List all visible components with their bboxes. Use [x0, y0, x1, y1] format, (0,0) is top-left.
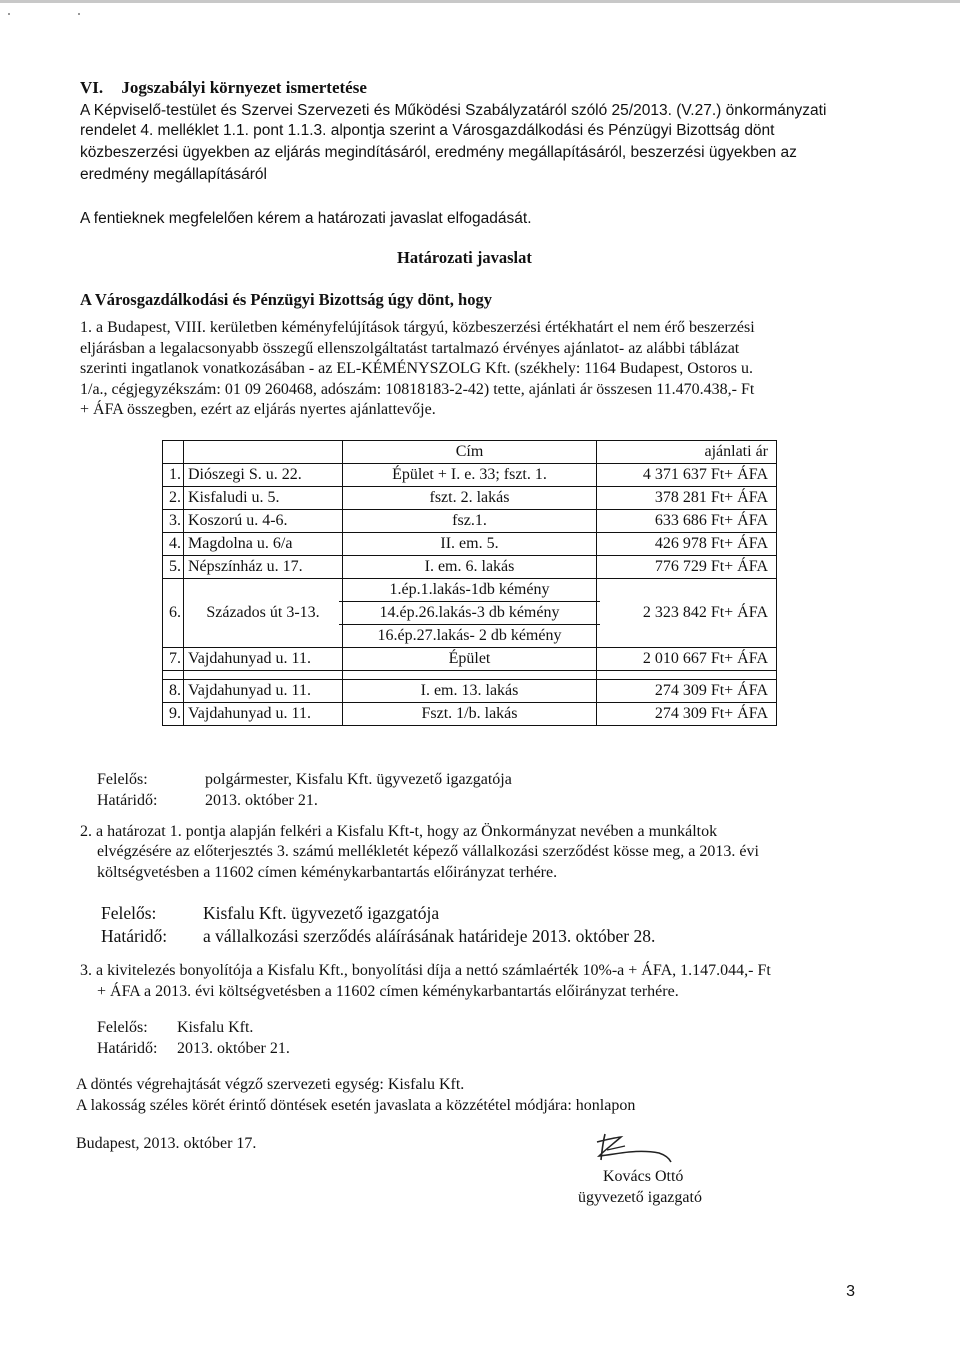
table-row — [163, 533, 777, 556]
row-number: 4. — [163, 533, 184, 556]
responsible-3-value: Kisfalu Kft. — [177, 1019, 254, 1036]
table-cell — [184, 671, 343, 680]
row-number: 8. — [163, 680, 184, 703]
row-number: 6. — [163, 579, 184, 648]
row-price: 2 323 842 Ft+ ÁFA — [597, 579, 777, 648]
row-number: 7. — [163, 648, 184, 671]
row-price: 633 686 Ft+ ÁFA — [597, 510, 777, 533]
table-row — [163, 556, 777, 579]
item1-line-5: + ÁFA összegben, ezért az eljárás nyertes ajánlattevője. — [80, 401, 436, 418]
table-cell — [597, 671, 777, 680]
row-price: 776 729 Ft+ ÁFA — [597, 556, 777, 579]
row-number: 3. — [163, 510, 184, 533]
table-row — [163, 579, 777, 648]
scan-top-edge — [0, 0, 960, 3]
row-street: Vajdahunyad u. 11. — [184, 648, 343, 671]
row-number: 9. — [163, 703, 184, 726]
item1-line-1: 1. a Budapest, VIII. kerületben kéményfelújítások tárgyú, közbeszerzési értékhatárt el nem érő beszerzési — [80, 319, 755, 336]
row-apartment: I. em. 6. lakás — [343, 556, 597, 579]
table-header-row — [163, 441, 777, 464]
row-apartment: Fszt. 1/b. lakás — [343, 703, 597, 726]
row-street: Kisfaludi u. 5. — [184, 487, 343, 510]
legal-para-line-4: eredmény megállapításáról — [80, 166, 267, 183]
row-number: 1. — [163, 464, 184, 487]
scan-speck — [78, 13, 80, 15]
legal-para-line-1: A Képviselő-testület és Szervei Szervezeti és Működési Szabályzatáról szóló 25/2013. (V.27.) önkormányzati — [80, 102, 827, 119]
table-row — [163, 680, 777, 703]
row-apartment: fszt. 2. lakás — [343, 487, 597, 510]
address-table — [162, 440, 777, 726]
item2-line-1: 2. a határozat 1. pontja alapján felkéri a Kisfalu Kft-t, hogy az Önkormányzat nevében a munkáltok — [80, 823, 718, 840]
row-street: Százados út 3-13. — [184, 579, 343, 648]
row-apartment: I. em. 13. lakás — [343, 680, 597, 703]
table-cell — [343, 671, 597, 680]
section-heading — [80, 78, 367, 98]
place-and-date: Budapest, 2013. október 17. — [76, 1135, 257, 1152]
header-price: ajánlati ár — [597, 441, 777, 464]
row-price: 274 309 Ft+ ÁFA — [597, 703, 777, 726]
item1-line-3: szerinti ingatlanok vonatkozásában - az EL-KÉMÉNYSZOLG Kft. (székhely: 1164 Budapest, Ostoros u. — [80, 360, 754, 377]
section-number: VI. — [80, 78, 104, 97]
row-street: Diószegi S. u. 22. — [184, 464, 343, 487]
row-apartment: 1.ép.1.lakás-1db kémény — [339, 579, 600, 602]
table-row — [163, 703, 777, 726]
deadline-3-label: Határidő: — [97, 1040, 158, 1057]
table-row — [163, 648, 777, 671]
legal-para-line-2: rendelet 4. melléklet 1.1. pont 1.1.3. alpontja szerint a Városgazdálkodási és Pénzügyi Bizottság dönt — [80, 122, 775, 139]
deadline-1-label: Határidő: — [97, 792, 158, 809]
request-sentence: A fentieknek megfelelően kérem a határozati javaslat elfogadását. — [80, 210, 532, 227]
page-number: 3 — [846, 1283, 855, 1300]
responsible-1-label: Felelős: — [97, 771, 148, 788]
table-spacer-row — [163, 671, 777, 680]
proposal-heading: Határozati javaslat — [397, 248, 532, 267]
item1-line-4: 1/a., cégjegyzékszám: 01 09 260468, adószám: 10818183-2-42) tette, ajánlati ár összesen 11.470.438,- Ft — [80, 381, 755, 398]
table-row — [163, 487, 777, 510]
row-apartment: fsz.1. — [343, 510, 597, 533]
row-price: 4 371 637 Ft+ ÁFA — [597, 464, 777, 487]
responsible-2-value: Kisfalu Kft. ügyvezető igazgatója — [203, 903, 440, 923]
item2-line-2: elvégzésére az előterjesztés 3. számú mellékletét képező vállalkozási szerződést kösse meg, a 2013. évi — [97, 843, 759, 860]
item1-line-2: eljárásban a legalacsonyabb összegű ellenszolgáltatást tartalmazó érvényes ajánlatot- az alábbi táblázat — [80, 340, 740, 357]
row-apartment: 14.ép.26.lakás-3 db kémény — [339, 602, 600, 625]
responsible-2-label: Felelős: — [101, 903, 157, 923]
signature — [585, 1120, 675, 1170]
row-street: Magdolna u. 6/a — [184, 533, 343, 556]
item3-line-2: + ÁFA a 2013. évi költségvetésben a 11602 címen kéménykarbantartás előirányzat terhére. — [97, 983, 679, 1000]
table-row — [163, 464, 777, 487]
table-cell — [163, 441, 184, 464]
section-title: Jogszabályi környezet ismertetése — [121, 78, 367, 97]
row-street: Népszínház u. 17. — [184, 556, 343, 579]
row-number: 5. — [163, 556, 184, 579]
row-apartment: Épület + I. e. 33; fszt. 1. — [343, 464, 597, 487]
row-apartment: 16.ép.27.lakás- 2 db kémény — [377, 627, 562, 644]
row-price: 274 309 Ft+ ÁFA — [597, 680, 777, 703]
row-number: 2. — [163, 487, 184, 510]
table-cell — [184, 441, 343, 464]
deadline-3-value: 2013. október 21. — [177, 1040, 290, 1057]
row-apartment: Épület — [343, 648, 597, 671]
row-price: 378 281 Ft+ ÁFA — [597, 487, 777, 510]
row-street: Vajdahunyad u. 11. — [184, 703, 343, 726]
row-street: Vajdahunyad u. 11. — [184, 680, 343, 703]
responsible-1-value: polgármester, Kisfalu Kft. ügyvezető igazgatója — [205, 771, 512, 788]
item3-line-1: 3. a kivitelezés bonyolítója a Kisfalu Kft., bonyolítási díja a nettó számlaérték 10%-a + ÁFA, 1.147.044,- Ft — [80, 962, 771, 979]
table-cell — [163, 671, 184, 680]
row-apartment-group — [343, 579, 597, 648]
executing-unit: A döntés végrehajtását végző szervezeti egység: Kisfalu Kft. — [76, 1076, 465, 1093]
deadline-1-value: 2013. október 21. — [205, 792, 318, 809]
deadline-2-value: a vállalkozási szerződés aláírásának határideje 2013. október 28. — [203, 926, 656, 946]
row-price: 426 978 Ft+ ÁFA — [597, 533, 777, 556]
scan-speck — [8, 13, 10, 15]
legal-para-line-3: közbeszerzési ügyekben az eljárás megindításáról, eredmény megállapításáról, beszerzési ügyekben az — [80, 144, 797, 161]
item2-line-3: költségvetésben a 11602 címen kéménykarbantartás előirányzat terhére. — [97, 864, 558, 881]
row-apartment: II. em. 5. — [343, 533, 597, 556]
row-street: Koszorú u. 4-6. — [184, 510, 343, 533]
table-row — [163, 510, 777, 533]
deadline-2-label: Határidő: — [101, 926, 168, 946]
signer-title: ügyvezető igazgató — [578, 1189, 702, 1206]
responsible-3-label: Felelős: — [97, 1019, 148, 1036]
signer-name: Kovács Ottó — [603, 1168, 684, 1185]
publication-method: A lakosság széles körét érintő döntések esetén javaslata a közzététel módjára: honlapon — [76, 1097, 636, 1114]
row-price: 2 010 667 Ft+ ÁFA — [597, 648, 777, 671]
committee-line: A Városgazdálkodási és Pénzügyi Bizottság úgy dönt, hogy — [80, 290, 492, 309]
header-address: Cím — [343, 441, 597, 464]
